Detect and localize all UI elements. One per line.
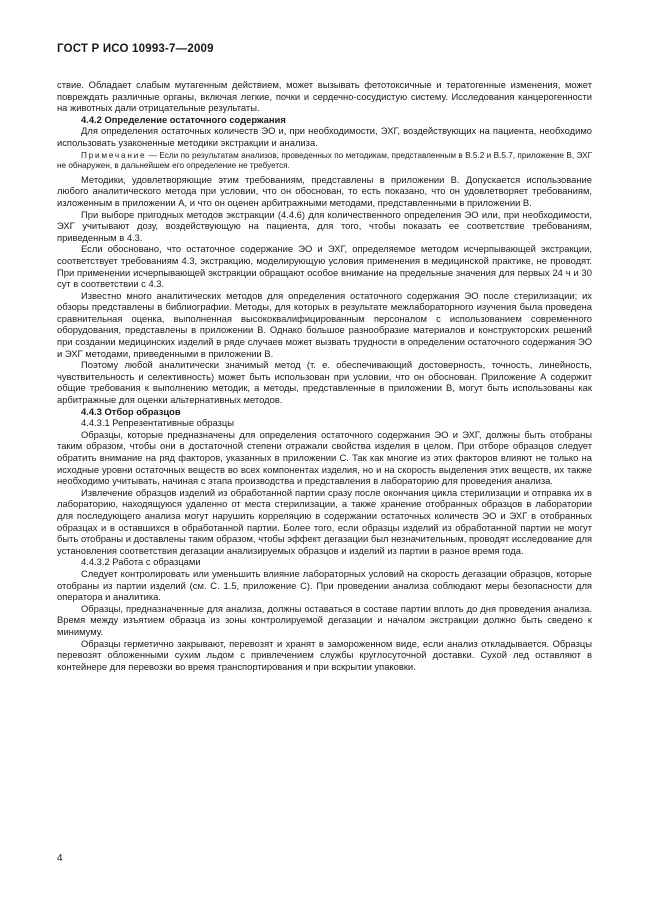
note-label: Примечание <box>81 150 147 160</box>
paragraph: Поэтому любой аналитически значимый метод (т. е. обеспечивающий достоверность, точность, линейность, чувствительность и селективность) может быть использован при условии, что он обоснован. Приложение А содержит общие требования к выполнению методик, а методы, представленные в приложении В, могут быть использованы как арбитражные для оценки альтернативных методов. <box>57 359 592 406</box>
paragraph: При выборе пригодных методов экстракции (4.4.6) для количественного определения ЭО или, при необходимости, ЭХГ учитывают дозу, воздействующую на пациента, для того, чтобы показать ее соответствие требованиям, приведенным в 4.3. <box>57 208 592 243</box>
note <box>57 151 592 172</box>
note-text: — Если по результатам анализов, проведенных по методикам, представленным в В.5.2 и В.5.7, приложение В, ЭХГ не обнаружен, в дальнейшем его определение не требуется. <box>57 150 592 171</box>
paragraph-continuation: ствие. Обладает слабым мутагенным действием, может вызывать фетотоксичные и тератогенные изменения, может повреждать различные органы, включая легкие, почки и сердечно-сосудистую систему. Исследования канцерогенности на животных дали отрицательные результаты. <box>57 79 592 114</box>
paragraph: Следует контролировать или уменьшить влияние лабораторных условий на скорость дегазации образцов, которые отобраны из партии изделий (см. С. 1.5, приложение С). При проведении анализа соблюдают меры безопасности для оператора и аналитика. <box>57 567 592 603</box>
page-number: 4 <box>57 853 63 864</box>
paragraph: Методики, удовлетворяющие этим требованиям, представлены в приложении В. Допускается использование любого аналитического метода при условии, что он обоснован, то есть показано, что он удовлетворяет требованиям, изложенным в приложении А, и что он оценен арбитражными методами, представленными в приложении В. <box>57 173 592 208</box>
body-text <box>57 79 592 672</box>
document-header: ГОСТ Р ИСО 10993-7—2009 <box>57 43 214 55</box>
subsection-heading-4-4-3-2: 4.4.3.2 Работа с образцами <box>81 556 201 568</box>
paragraph: Образцы, предназначенные для анализа, должны оставаться в составе партии вплоть до дня проведения анализа. Время между изъятием образца из зоны контролируемой дегазации и началом экстракции должно быть сведено к минимуму. <box>57 602 592 637</box>
paragraph: Если обосновано, что остаточное содержание ЭО и ЭХГ, определяемое методом исчерпывающей экстракции, соответствует требованиям 4.3, экстракцию, моделирующую условия применения в медицинской практике, не проводят. При применении исчерпывающей экстракции обращают особое внимание на предельные значения для первых 24 ч и 30 сут в соответствии с 4.3. <box>57 243 592 290</box>
paragraph: Известно много аналитических методов для определения остаточного содержания ЭО после стерилизации; их обзоры представлены в библиографии. Методы, для которых в результате межлабораторного изучения была проведена сравнительная оценка, выполненная высококвалифицированным персоналом с использованием современного оборудования, представлены в приложении В. Однако большое разнообразие материалов и конструкторских решений при создании медицинских изделий в ряде случаев может вызвать трудности в определении остаточного содержания ЭО и ЭХГ методами, приведенными в приложении В. <box>57 289 592 359</box>
section-heading-4-4-2: 4.4.2 Определение остаточного содержания <box>81 113 286 125</box>
section-heading-4-4-3: 4.4.3 Отбор образцов <box>81 405 181 417</box>
paragraph: Для определения остаточных количеств ЭО и, при необходимости, ЭХГ, воздействующих на пациента, необходимо использовать узаконенные методики экстракции и анализа. <box>57 125 592 148</box>
subsection-heading-4-4-3-1: 4.4.3.1 Репрезентативные образцы <box>81 417 234 429</box>
paragraph: Извлечение образцов изделий из обработанной партии сразу после окончания цикла стерилизации и отправка их в лабораторию, находящуюся удаленно от места стерилизации, а также хранение отобранных образцов в лаборатории для последующего анализа могут нарушить корреляцию в содержании остаточных количеств ЭО и ЭХГ в отобранных образцах и в оставшихся в обработанной партии. Более того, если образцы изделий из обработанной партии не могут быть отобраны и доставлены таким образом, чтобы эффект дегазации был незначительным, проводят исследование для установления соответствия дегазации анализируемых образцов и изделий из партии в разное время года. <box>57 486 592 556</box>
paragraph: Образцы, которые предназначены для определения остаточного содержания ЭО и ЭХГ, должны быть отобраны таким образом, чтобы они в достаточной степени отражали свойства изделия в целом. При отборе образцов следует обратить внимание на ряд факторов, указанных в приложении С. Так как многие из этих факторов влияют не только на исходные уровни остаточных веществ во всех компонентах изделия, но и на скорость выделения этих веществ, их также необходимо учитывать, начиная с этапа производства и представления в лабораторию для проведения анализа. <box>57 428 592 487</box>
paragraph: Образцы герметично закрывают, перевозят и хранят в замороженном виде, если анализ откладывается. Образцы перевозят обложенными сухим льдом с привлечением службы круглосуточной доставки. Сухой лед оставляют в контейнере для перевозки во время транспортирования и при вскрытии упаковки. <box>57 637 592 672</box>
